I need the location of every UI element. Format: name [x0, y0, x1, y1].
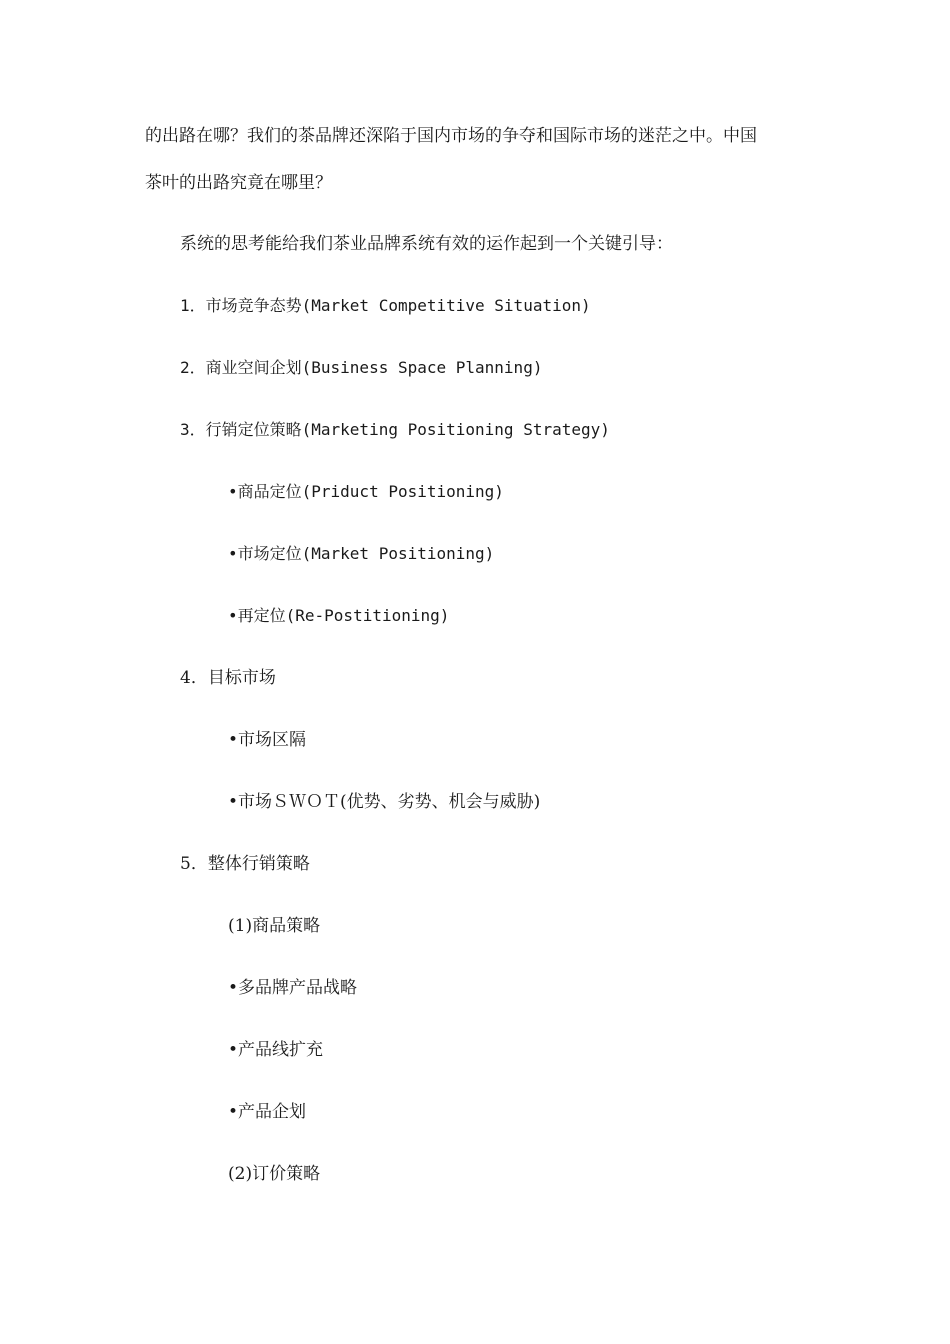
outline-subitem-product-strategy: (1)商品策略 — [228, 916, 321, 936]
outline-subitem-product-line: •产品线扩充 — [228, 1040, 324, 1060]
outline-subitem-product-planning: •产品企划 — [228, 1102, 307, 1122]
paragraph-intro: 系统的思考能给我们茶业品牌系统有效的运作起到一个关键引导： — [180, 234, 673, 254]
paragraph-line-2: 茶叶的出路究竟在哪里？ — [145, 173, 332, 193]
outline-subitem-market-segmentation: •市场区隔 — [228, 730, 307, 750]
outline-subitem-market-swot: •市场ＳＷＯＴ(优势、劣势、机会与威胁) — [228, 792, 541, 812]
outline-subitem-product-positioning: •商品定位(Priduct Positioning) — [228, 482, 504, 501]
outline-subitem-market-positioning: •市场定位(Market Positioning) — [228, 544, 495, 563]
outline-item-1: 1．市场竞争态势(Market Competitive Situation) — [180, 296, 591, 315]
paragraph-line-1: 的出路在哪？我们的茶品牌还深陷于国内市场的争夺和国际市场的迷茫之中。中国 — [145, 126, 757, 146]
outline-item-3: 3．行销定位策略(Marketing Positioning Strategy) — [180, 420, 610, 439]
outline-subitem-pricing-strategy: (2)订价策略 — [228, 1164, 321, 1184]
outline-item-4: 4．目标市场 — [180, 668, 276, 688]
outline-item-2: 2．商业空间企划(Business Space Planning) — [180, 358, 543, 377]
outline-item-5: 5．整体行销策略 — [180, 854, 310, 874]
outline-subitem-multi-brand: •多品牌产品战略 — [228, 978, 358, 998]
outline-subitem-repositioning: •再定位(Re-Postitioning) — [228, 606, 450, 625]
